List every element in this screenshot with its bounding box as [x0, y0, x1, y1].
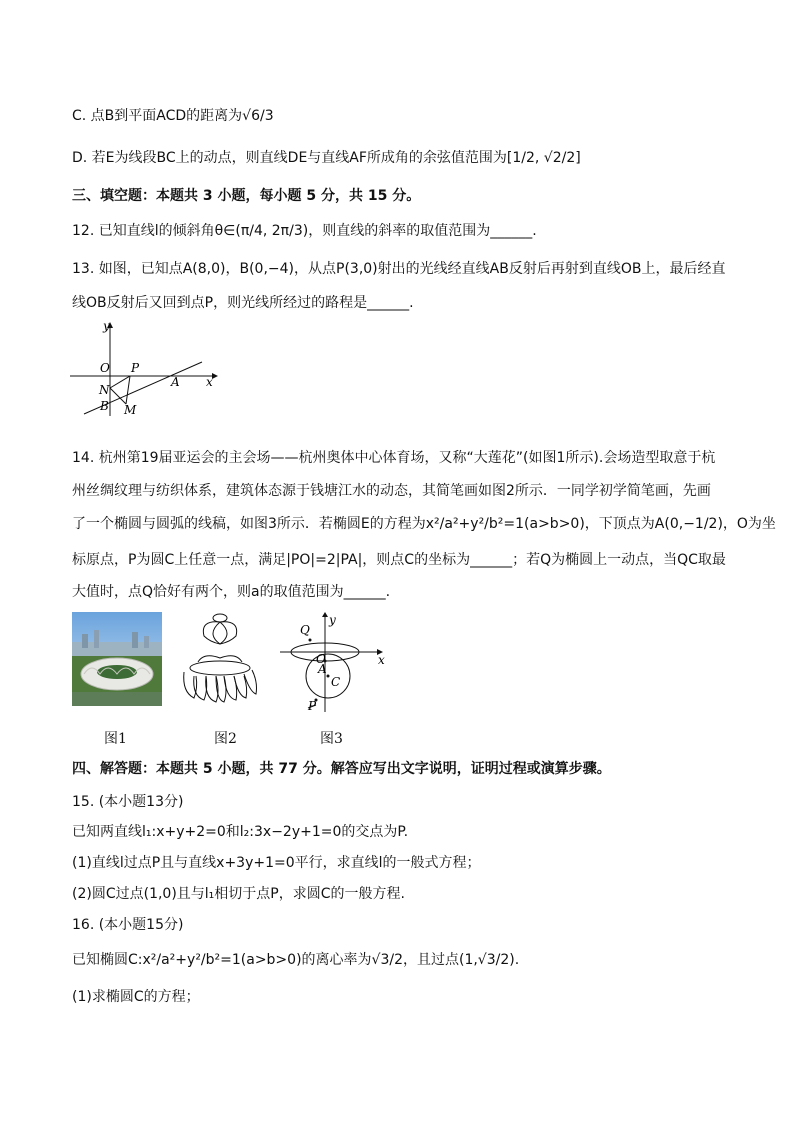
q14-line-3: 了一个椭圆与圆弧的线稿，如图3所示．若椭圆E的方程为x²/a²+y²/b²=1(a>b>0)，下顶点为A(0,−1/2)，O为坐: [72, 516, 776, 532]
q14-fig3-label-a: A: [318, 662, 327, 676]
q13-ray-pm: [126, 376, 130, 404]
q13-label-m: M: [124, 403, 137, 417]
q13-label-n: N: [99, 383, 110, 397]
q13-label-p: P: [131, 361, 140, 375]
q14-fig3-label-c: C: [331, 675, 341, 689]
q14-fig3-label-y: y: [329, 613, 336, 627]
q15-stem: 已知两直线l₁:x+y+2=0和l₂:3x−2y+1=0的交点为P.: [72, 824, 409, 840]
q13-label-b: B: [100, 399, 109, 413]
q15-part-2: (2)圆C过点(1,0)且与l₁相切于点P，求圆C的一般方程.: [72, 886, 405, 902]
q14-figure-3-caption: 图3: [320, 731, 343, 747]
q14-figure-2-sketch: [180, 612, 260, 704]
q13-line-2: 线OB反射后又回到点P，则光线所经过的路程是______.: [72, 295, 414, 311]
q14-fig3-label-p: P: [308, 699, 317, 712]
q14-fig3-label-x: x: [378, 653, 385, 667]
q11-option-c-text: C. 点B到平面ACD的距离为√6/3: [72, 108, 274, 124]
q16-header: 16. (本小题15分): [72, 917, 184, 933]
q14-line-5: 大值时，点Q恰好有两个，则a的取值范围为______.: [72, 584, 391, 600]
q13-label-y: y: [103, 319, 110, 333]
q12-text: 12. 已知直线l的倾斜角θ∈(π/4, 2π/3)，则直线的斜率的取值范围为______.: [72, 223, 537, 239]
q14-fig3-y-arrow: [322, 612, 328, 617]
q14-line-1: 14. 杭州第19届亚运会的主会场——杭州奥体中心体育场，又称“大莲花”(如图1所示).会场造型取意于杭: [72, 450, 716, 466]
q13-label-x: x: [206, 375, 213, 389]
section-3-title: 三、填空题：本题共 3 小题，每小题 5 分，共 15 分。: [72, 188, 421, 204]
q14-line-4: 标原点，P为圆C上任意一点，满足|PO|=2|PA|，则点C的坐标为______；若Q为椭圆上一动点，当QC取最: [72, 552, 726, 568]
q14-line-2: 州丝绸纹理与纺织体系，建筑体态源于钱塘江水的动态，其简笔画如图2所示．一同学初学简笔画，先画: [72, 483, 711, 499]
q14-figure-1-photo: [72, 612, 162, 706]
q16-stem: 已知椭圆C:x²/a²+y²/b²=1(a>b>0)的离心率为√3/2，且过点(1,√3/2).: [72, 952, 520, 968]
q14-figure-3-diagram: [280, 612, 390, 712]
q14-figure-2-caption: 图2: [214, 731, 237, 747]
q15-part-1: (1)直线l过点P且与直线x+3y+1=0平行，求直线l的一般式方程；: [72, 855, 481, 871]
q13-x-arrow: [212, 373, 218, 379]
section-4-title: 四、解答题：本题共 5 小题，共 77 分。解答应写出文字说明，证明过程或演算步骤。: [72, 761, 611, 777]
q11-option-d: [72, 148, 581, 168]
q13-line-1: 13. 如图，已知点A(8,0)，B(0,−4)，从点P(3,0)射出的光线经直线AB反射后再射到直线OB上，最后经直: [72, 261, 726, 277]
q15-header: 15. (本小题13分): [72, 794, 184, 810]
q13-figure: [70, 318, 230, 418]
q14-fig3-label-q: Q: [300, 623, 310, 637]
q11-option-c: [72, 106, 274, 126]
q13-label-a: A: [171, 375, 180, 389]
q11-option-d-text: D. 若E为线段BC上的动点，则直线DE与直线AF所成角的余弦值范围为[1/2, √2/2]: [72, 150, 581, 166]
q13-label-o: O: [100, 361, 110, 375]
q13-ray-np: [110, 376, 130, 388]
q16-part-1: (1)求椭圆C的方程；: [72, 989, 200, 1005]
q14-fig3-label-o: O: [316, 652, 326, 666]
q14-figure-1-caption: 图1: [104, 731, 127, 747]
